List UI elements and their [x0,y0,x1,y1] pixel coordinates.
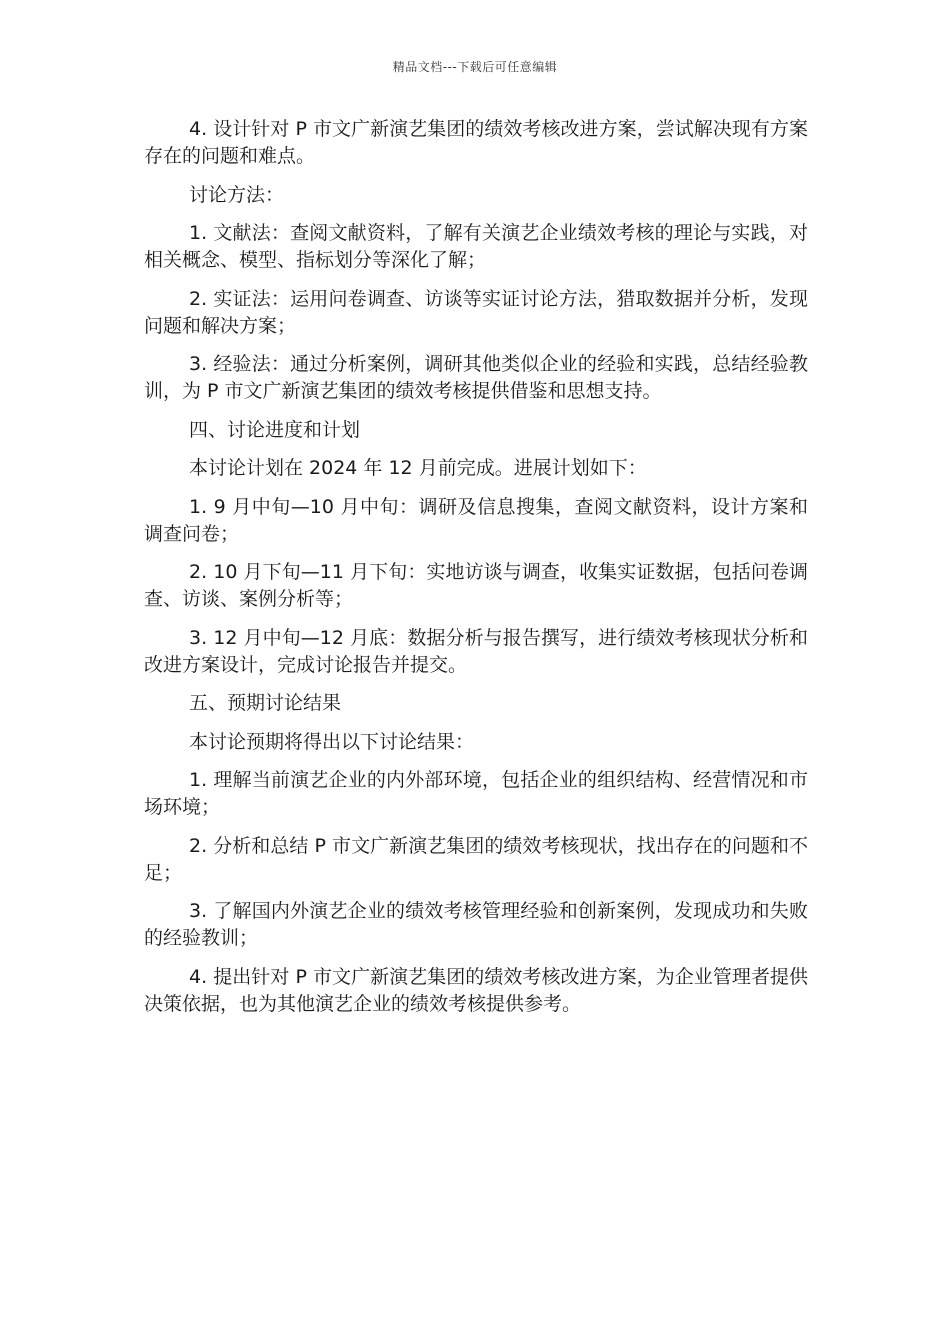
paragraph-schedule-1: 1. 9 月中旬—10 月中旬：调研及信息搜集，查阅文献资料，设计方案和调查问卷； [144,495,808,545]
paragraph-result-2: 2. 分析和总结 P 市文广新演艺集团的绩效考核现状，找出存在的问题和不足； [144,834,808,884]
page-header: 精品文档---下载后可任意编辑 [392,60,558,74]
paragraph-result-3: 3. 了解国内外演艺企业的绩效考核管理经验和创新案例，发现成功和失败的经验教训； [144,900,808,949]
paragraph-method-empirical: 2. 实证法：运用问卷调查、访谈等实证讨论方法，猎取数据并分析，发现问题和解决方案； [144,287,808,337]
paragraph-schedule-2: 2. 10 月下旬—11 月下旬：实地访谈与调查，收集实证数据，包括问卷调查、访谈、案例分析等； [144,561,808,610]
section-heading-expected-results: 五、预期讨论结果 [189,692,342,714]
paragraph-result-1: 1. 理解当前演艺企业的内外部环境，包括企业的组织结构、经营情况和市场环境； [144,769,808,818]
paragraph-methods-heading: 讨论方法： [189,183,285,206]
paragraph-method-literature: 1. 文献法：查阅文献资料，了解有关演艺企业绩效考核的理论与实践，对相关概念、模型、指标划分等深化了解； [144,222,808,271]
paragraph-objective-4: 4. 设计针对 P 市文广新演艺集团的绩效考核改进方案，尝试解决现有方案存在的问题和难点。 [144,118,808,167]
section-heading-schedule: 四、讨论进度和计划 [189,418,361,441]
paragraph-method-experience: 3. 经验法：通过分析案例，调研其他类似企业的经验和实践，总结经验教训，为 P 市文广新演艺集团的绩效考核提供借鉴和思想支持。 [144,353,808,402]
paragraph-result-4: 4. 提出针对 P 市文广新演艺集团的绩效考核改进方案，为企业管理者提供决策依据，也为其他演艺企业的绩效考核提供参考。 [144,965,808,1015]
document-body [144,116,808,1029]
paragraph-schedule-intro: 本讨论计划在 2024 年 12 月前完成。进展计划如下： [189,457,647,479]
paragraph-results-intro: 本讨论预期将得出以下讨论结果： [189,730,475,753]
paragraph-schedule-3: 3. 12 月中旬—12 月底：数据分析与报告撰写，进行绩效考核现状分析和改进方案设计，完成讨论报告并提交。 [144,626,808,676]
